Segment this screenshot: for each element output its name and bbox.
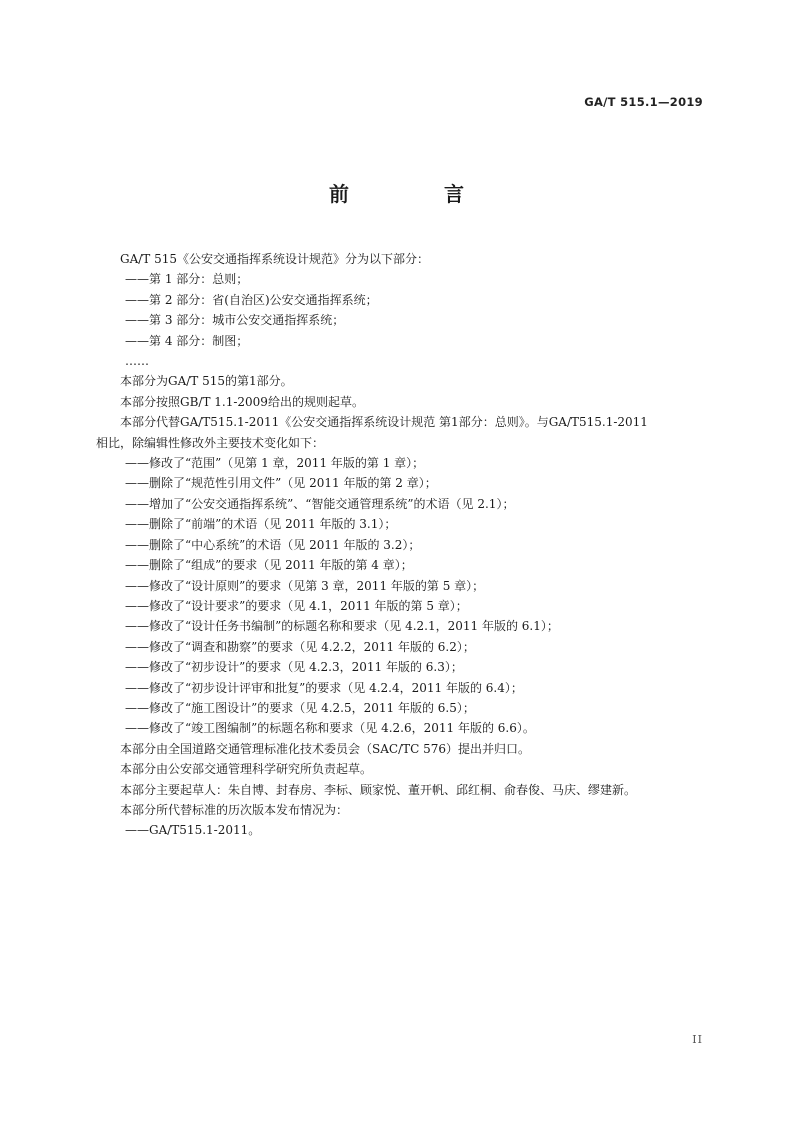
- paragraph: 本部分按照GB/T 1.1-2009给出的规则起草。: [120, 394, 364, 409]
- change-list-item: ——删除了“前端”的术语（见 2011 年版的 3.1）；: [125, 517, 397, 532]
- change-list-item: ——修改了“初步设计”的要求（见 4.2.3，2011 年版的 6.3）；: [125, 660, 463, 675]
- change-list-item: ——修改了“初步设计评审和批复”的要求（见 4.2.4，2011 年版的 6.4）；: [125, 680, 523, 695]
- page-number: II: [692, 1033, 703, 1046]
- paragraph: 本部分所代替标准的历次版本发布情况为：: [120, 802, 349, 817]
- change-list-item: ——修改了“施工图设计”的要求（见 4.2.5，2011 年版的 6.5）；: [125, 700, 475, 715]
- change-list-item: ——删除了“规范性引用文件”（见 2011 年版的第 2 章）；: [125, 476, 437, 491]
- change-list-item: ——修改了“范围”（见第 1 章，2011 年版的第 1 章）；: [125, 456, 425, 471]
- part-list-item: ——第 4 部分：制图；: [125, 333, 249, 348]
- foreword-body: [96, 249, 720, 841]
- paragraph: 本部分为GA/T 515的第1部分。: [120, 374, 293, 389]
- paragraph: 本部分由全国道路交通管理标准化技术委员会（SAC/TC 576）提出并归口。: [120, 741, 531, 756]
- change-list-item: ——修改了“调查和勘察”的要求（见 4.2.2，2011 年版的 6.2）；: [125, 639, 475, 654]
- change-list-item: ——删除了“组成”的要求（见 2011 年版的第 4 章）；: [125, 558, 413, 573]
- part-list-item: ——第 2 部分：省(自治区)公安交通指挥系统；: [125, 292, 378, 307]
- part-list-item: ——第 1 部分：总则；: [125, 272, 249, 287]
- change-list-item: ——修改了“设计任务书编制”的标题名称和要求（见 4.2.1，2011 年版的 6.1）；: [125, 619, 559, 634]
- change-list-item: ——修改了“竣工图编制”的标题名称和要求（见 4.2.6，2011 年版的 6.6）。: [125, 721, 535, 736]
- change-list-item: ——修改了“设计要求”的要求（见 4.1，2011 年版的第 5 章）；: [125, 598, 468, 613]
- paragraph: 本部分由公安部交通管理科学研究所负责起草。: [120, 762, 373, 777]
- change-list-item: ——修改了“设计原则”的要求（见第 3 章，2011 年版的第 5 章）；: [125, 578, 485, 593]
- change-list-item: ——删除了“中心系统”的术语（见 2011 年版的 3.2）；: [125, 537, 421, 552]
- history-list-item: ——GA/T515.1-2011。: [125, 823, 261, 838]
- intro-paragraph: GA/T 515《公安交通指挥系统设计规范》分为以下部分：: [120, 252, 430, 266]
- change-list-item: ——增加了“公安交通指挥系统”、“智能交通管理系统”的术语（见 2.1）；: [125, 496, 515, 511]
- paragraph: 本部分代替GA/T515.1-2011《公安交通指挥系统设计规范 第1部分：总则》。与GA/T515.1-2011: [120, 415, 648, 430]
- standard-code: GA/T 515.1—2019: [584, 95, 703, 109]
- part-list-ellipsis: ……: [125, 354, 149, 369]
- part-list-item: ——第 3 部分：城市公安交通指挥系统；: [125, 313, 345, 328]
- paragraph: 本部分主要起草人：朱自博、封春房、李标、顾家悦、董开帆、邱红桐、俞春俊、马庆、缪建新。: [120, 782, 637, 797]
- page-title: 前 言: [329, 182, 508, 206]
- paragraph-continuation: 相比，除编辑性修改外主要技术变化如下：: [96, 435, 325, 450]
